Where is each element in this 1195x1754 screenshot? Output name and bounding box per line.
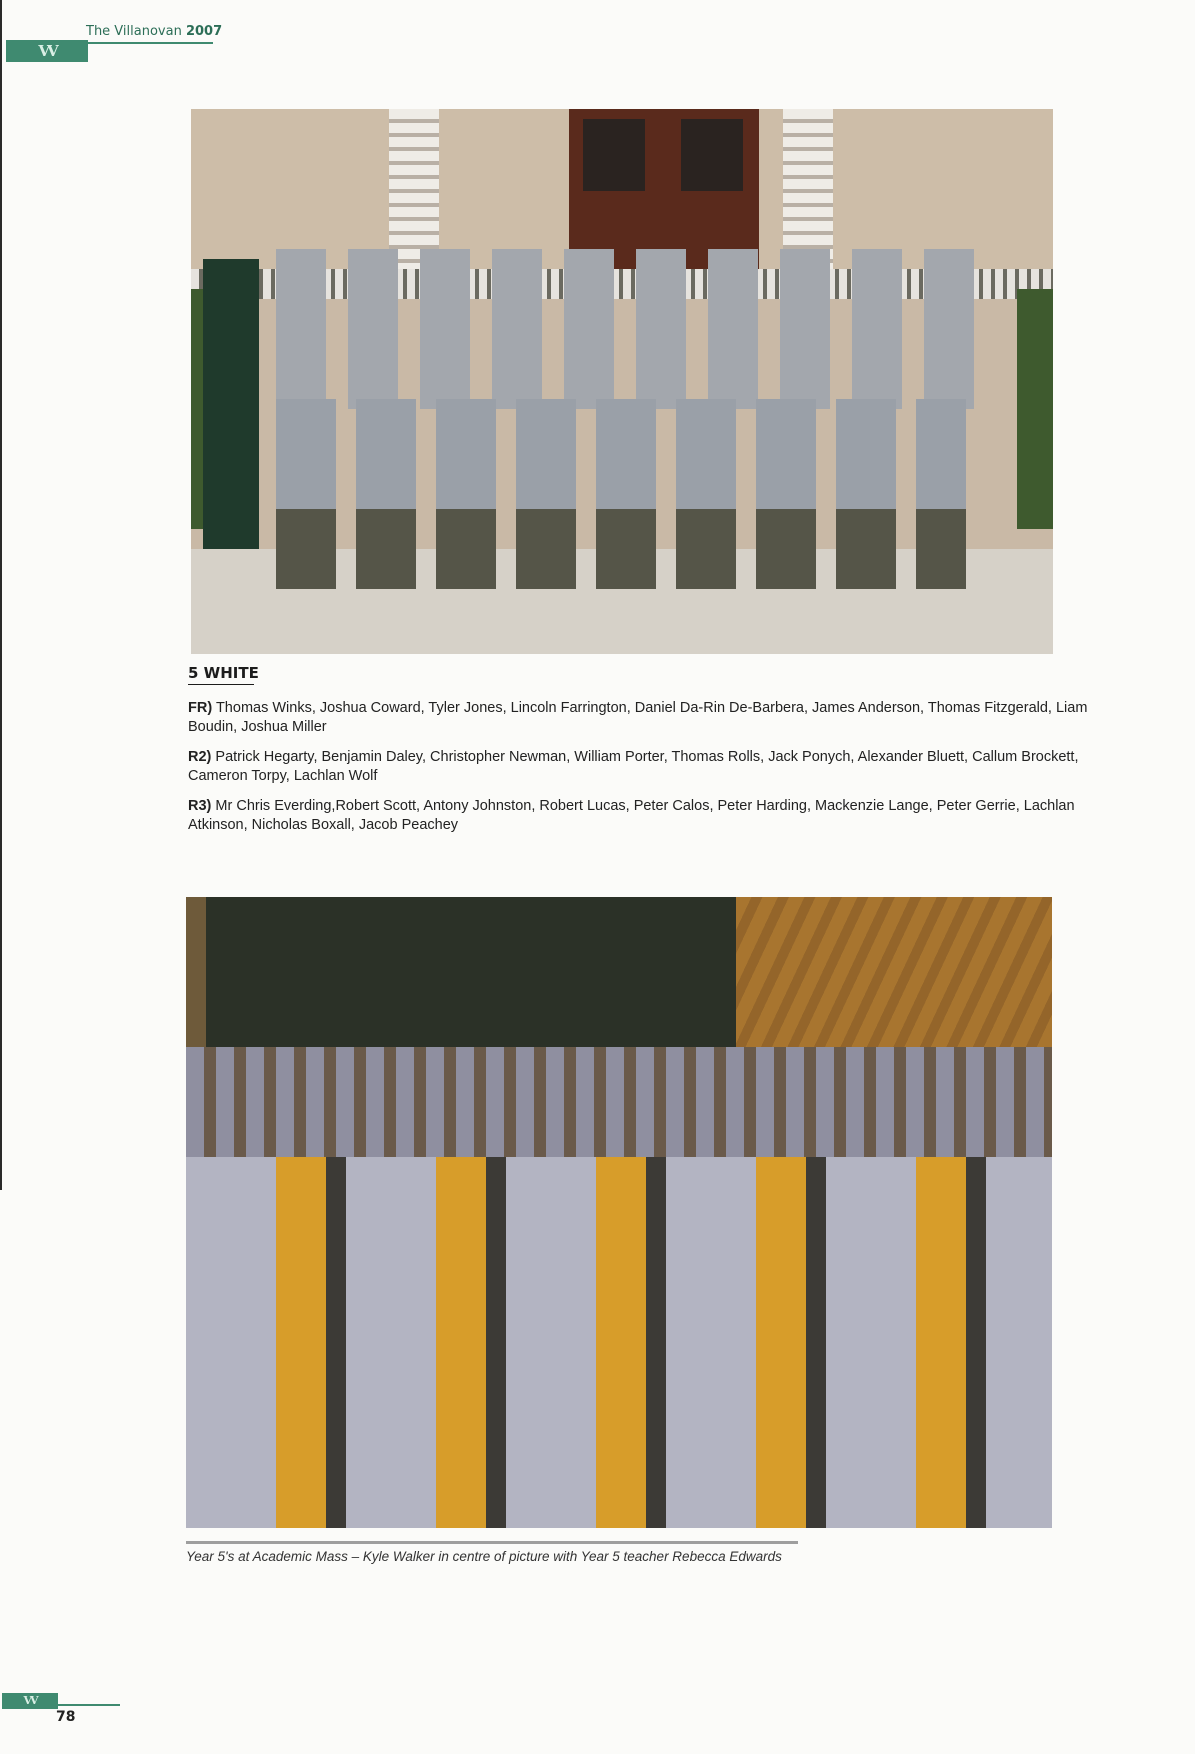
academic-mass-photo: [186, 897, 1052, 1528]
door-window: [681, 119, 743, 191]
footer-logo: VV: [2, 1693, 58, 1709]
caption-rule: [186, 1541, 798, 1544]
footer-rule: [56, 1704, 120, 1706]
foreground-students: [186, 1157, 1052, 1528]
header-rule: [86, 42, 213, 44]
row-names: Mr Chris Everding,Robert Scott, Antony Johnston, Robert Lucas, Peter Calos, Peter Harding, Mackenzie Lange, Peter Gerrie, Lachlan Atkinson, Nicholas Boxall, Jacob Peachey: [188, 798, 1075, 833]
middle-row-students: [276, 319, 976, 409]
photo-caption: Year 5's at Academic Mass – Kyle Walker in centre of picture with Year 5 teacher Rebecca Edwards: [186, 1549, 782, 1564]
page-edge: [0, 0, 2, 1190]
row-label: R2): [188, 749, 212, 765]
door-window: [583, 119, 645, 191]
row-label: R3): [188, 798, 212, 814]
publication-name: The Villanovan: [86, 24, 182, 39]
row-names: Thomas Winks, Joshua Coward, Tyler Jones, Lincoln Farrington, Daniel Da-Rin De-Barbera, James Anderson, Thomas Fitzgerald, Liam Boudin, Joshua Miller: [188, 700, 1088, 735]
publication-title: [86, 24, 222, 39]
class-title: 5 WHITE: [188, 664, 259, 682]
class-title-underline: [188, 684, 254, 685]
row-label: FR): [188, 700, 213, 716]
header-logo: VV: [6, 40, 88, 62]
names-row-2: [188, 748, 1098, 786]
page-number: 78: [56, 1709, 76, 1725]
hedge: [1017, 289, 1053, 529]
row-names: Patrick Hegarty, Benjamin Daley, Christopher Newman, William Porter, Thomas Rolls, Jack Ponych, Alexander Bluett, Callum Brockett, Cameron Torpy, Lachlan Wolf: [188, 749, 1079, 784]
names-row-front: [188, 699, 1098, 737]
front-row-students: [276, 399, 966, 519]
teacher-figure: [203, 259, 259, 549]
class-photo: [191, 109, 1053, 654]
publication-year: 2007: [185, 24, 223, 39]
names-row-3: [188, 797, 1098, 835]
front-row-legs: [276, 509, 966, 589]
